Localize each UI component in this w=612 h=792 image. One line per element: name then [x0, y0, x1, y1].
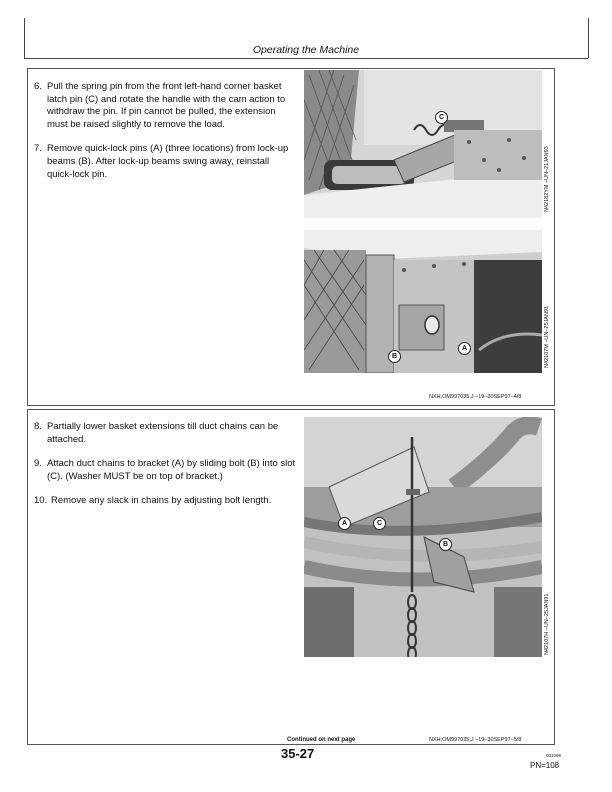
- footer-pn: PN=108: [530, 761, 560, 770]
- photo-code-1: N42182YM –UN–21JAN93: [544, 146, 550, 212]
- step-9: [34, 458, 296, 483]
- step-6: [34, 81, 294, 131]
- step-7: [34, 143, 294, 181]
- callout-c: C: [373, 517, 386, 530]
- photo-latch-pin: [304, 70, 542, 218]
- callout-b: B: [439, 538, 452, 551]
- step-text: Remove quick-lock pins (A) (three locations) from lock-up beams (B). After lock-up beams swing away, reinstall quick-lock pin.: [47, 143, 289, 180]
- page-number: 35-27: [281, 746, 315, 761]
- step-text: Partially lower basket extensions till duct chains can be attached.: [47, 421, 279, 445]
- continued-note: Continued on next page: [287, 737, 356, 743]
- reference-code-1: NXH,OM997035,J –19–30SEP97–4/8: [429, 394, 522, 400]
- footer-date-code: 031099: [546, 753, 562, 758]
- photo-duct-chain-illustration: [304, 417, 542, 657]
- page-title: Operating the Machine: [252, 44, 360, 56]
- reference-code-2: NXH,OM997035,J –19–30SEP97–5/8: [429, 737, 522, 743]
- step-number: 10.: [34, 495, 48, 507]
- photo-duct-chain: [304, 417, 542, 657]
- photo-latch-pin-illustration: [304, 70, 542, 218]
- step-8: [34, 421, 296, 446]
- step-number: 6.: [34, 81, 42, 92]
- photo-code-2: N42107M –UN–25JAN91: [544, 305, 550, 368]
- callout-b: B: [388, 350, 401, 363]
- photo-lock-up-beam: [304, 230, 542, 373]
- step-10: [34, 495, 296, 508]
- photo-code-3: N42107H –UN–25JAN91: [544, 593, 550, 655]
- callout-c: C: [435, 111, 448, 124]
- step-number: 8.: [34, 421, 42, 432]
- step-number: 9.: [34, 458, 42, 470]
- callout-a: A: [338, 517, 351, 530]
- step-number: 7.: [34, 143, 42, 155]
- photo-lock-up-beam-illustration: [304, 230, 542, 373]
- callout-a: A: [458, 342, 471, 355]
- step-text: Pull the spring pin from the front left-hand corner basket latch pin (C) and rotate the handle with the cam action to withdraw the pin. If pin cannot be pulled, the extension must be raised slightly to remove the load.: [47, 81, 286, 130]
- step-text: Attach duct chains to bracket (A) by sliding bolt (B) into slot (C). (Washer MUST be on top of bracket.): [47, 458, 296, 482]
- step-text: Remove any slack in chains by adjusting bolt length.: [51, 495, 272, 507]
- steps-list-1: [34, 81, 294, 193]
- steps-list-2: [34, 421, 296, 520]
- header-rule: [24, 58, 588, 59]
